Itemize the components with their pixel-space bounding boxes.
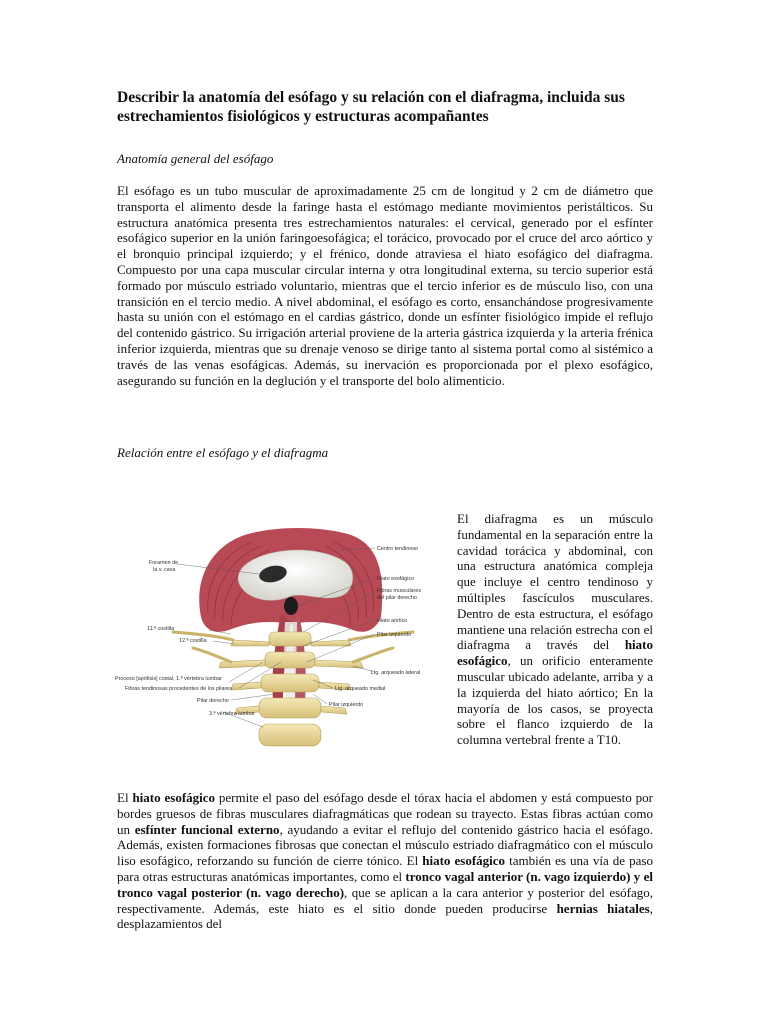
label-foramen: Foramen de [149,560,179,566]
label-pilar-izquierdo-2: Pilar izquierdo [329,702,364,708]
document-title: Describir la anatomía del esófago y su relación con el diafragma, incluida sus estrechamientos fisiológicos y estructuras acompañantes [117,89,625,125]
label-centro-tendinoso: Centro tendinoso [377,546,419,552]
label-hiato-aortico: Hiato aórtico [377,618,408,624]
p2-text-a: El diafragma es un músculo fundamental en la separación entre la cavidad torácica y abdominal, con una estructura anatómica compleja que incluye el centro tendinoso y múltiples fascículos musculares. Dentro de esta estructura, el esófago mantiene una relación estrecha con el diafragma a través del [457,511,653,653]
section-title-relacion: Relación entre el esófago y el diafragma [117,445,329,460]
label-costilla-12: 12.ª costilla [179,638,207,644]
p3-bold-hiato: hiato esofágico [132,790,216,805]
paragraph-hiato [117,790,653,932]
p3-text-g: también es una vía de paso para otras estructuras anatómicas importantes, como el [117,853,653,884]
label-vertebra-3: 3.ª vértebra lumbar [209,711,255,717]
p3-bold-tronco-vagal: tronco vagal anterior (n. vago izquierdo) y el tronco vagal posterior (n. vago derecho) [117,868,653,900]
p3-bold-esfinter: esfínter funcional externo [134,821,280,837]
label-fibras-musculares-2: del pilar derecho [377,595,417,601]
p3-text-e: , ayudando a evitar el reflujo del contenido gástrico hacia el esófago. Además, existen formaciones fibrosas que conectan el músculo estriado diafragmático con el músculo liso esofágico, reforzando su función de cierre tónico. El [117,821,653,869]
p2-text-c: , un orificio enteramente muscular ubicado adelante, arriba y a la izquierda del hiato aórtico; En la mayoría de los casos, se proyecta sobre el flanco izquierdo de la columna vertebral frente a T10. [457,653,653,748]
diaphragm-illustration [113,522,435,760]
label-hiato-esofagico: Hiato esofágico [377,576,415,582]
label-pilar-derecho: Pilar derecho [197,698,229,704]
paragraph-diafragma [457,511,653,748]
label-costilla-11: 11.ª costilla [147,626,175,632]
p2-bold-hiato: hiato esofágico [457,637,653,669]
label-pilar-izquierdo: Pilar izquierdo [377,632,412,638]
p3-bold-hiato-2: hiato esofágico [422,853,506,869]
label-lig-arqueado-lateral: Lig. arqueado lateral [371,670,421,676]
p3-text-i: , que se aplican a la cara anterior y posterior del esófago, respectivamente. Además, este hiato es el sitio donde pueden producirse [117,884,653,916]
p3-text-c: permite el paso del esófago desde el tórax hacia el abdomen y está compuesto por bordes gruesos de fibras musculares diafragmáticas que rodean su trayecto. Estas fibras actúan como un [117,790,653,837]
label-proceso-costal: Proceso [apófisis] costal, 1.ª vértebra lumbar [115,676,222,682]
section-title-anatomia: Anatomía general del esófago [117,151,274,166]
label-lig-arqueado-medial: Lig. arqueado medial [335,686,386,692]
label-fibras-tendinosas: Fibras tendinosas procedentes de los pilares [125,686,232,692]
p3-text-k: , desplazamientos del [117,900,653,932]
label-foramen-2: la v. cava [153,567,176,573]
p3-bold-hernias: hernias hiatales [556,900,650,916]
label-fibras-musculares: Fibras musculares [377,588,422,594]
p3-text-a: El [117,790,133,805]
paragraph-anatomia: El esófago es un tubo muscular de aproximadamente 25 cm de longitud y 2 cm de diámetro que transporta el alimento desde la faringe hasta el estómago mediante movimientos peristálticos. Su estructura anatómica presenta tres estrechamientos naturales: el cervical, generado por el esfínter esofágico superior en la unión faringoesofágica; el torácico, provocado por el cruce del arco aórtico y el bronquio principal izquierdo; y el frénico, donde atraviesa el hiato esofágico del diafragma. Compuesto por una capa muscular circular interna y otra longitudinal externa, su tercio superior está formado por músculo estriado voluntario, mientras que el tercio inferior es de músculo liso, con una transición en el tercio medio. A nivel abdominal, el esófago es corto, ensanchándose progresivamente hasta su unión con el estómago en el cardias gástrico, donde un esfínter fisiológico impide el reflujo del contenido gástrico. Su irrigación arterial proviene de la arteria gástrica izquierda y la arteria frénica inferior izquierda, mientras que su drenaje venoso se dirige tanto al sistema portal como al sistémico a través de las venas esofágicas. Además, su inervación es proporcionada por el plexo esofágico, asegurando su función en la deglución y el transporte del bolo alimenticio. [117,183,653,388]
